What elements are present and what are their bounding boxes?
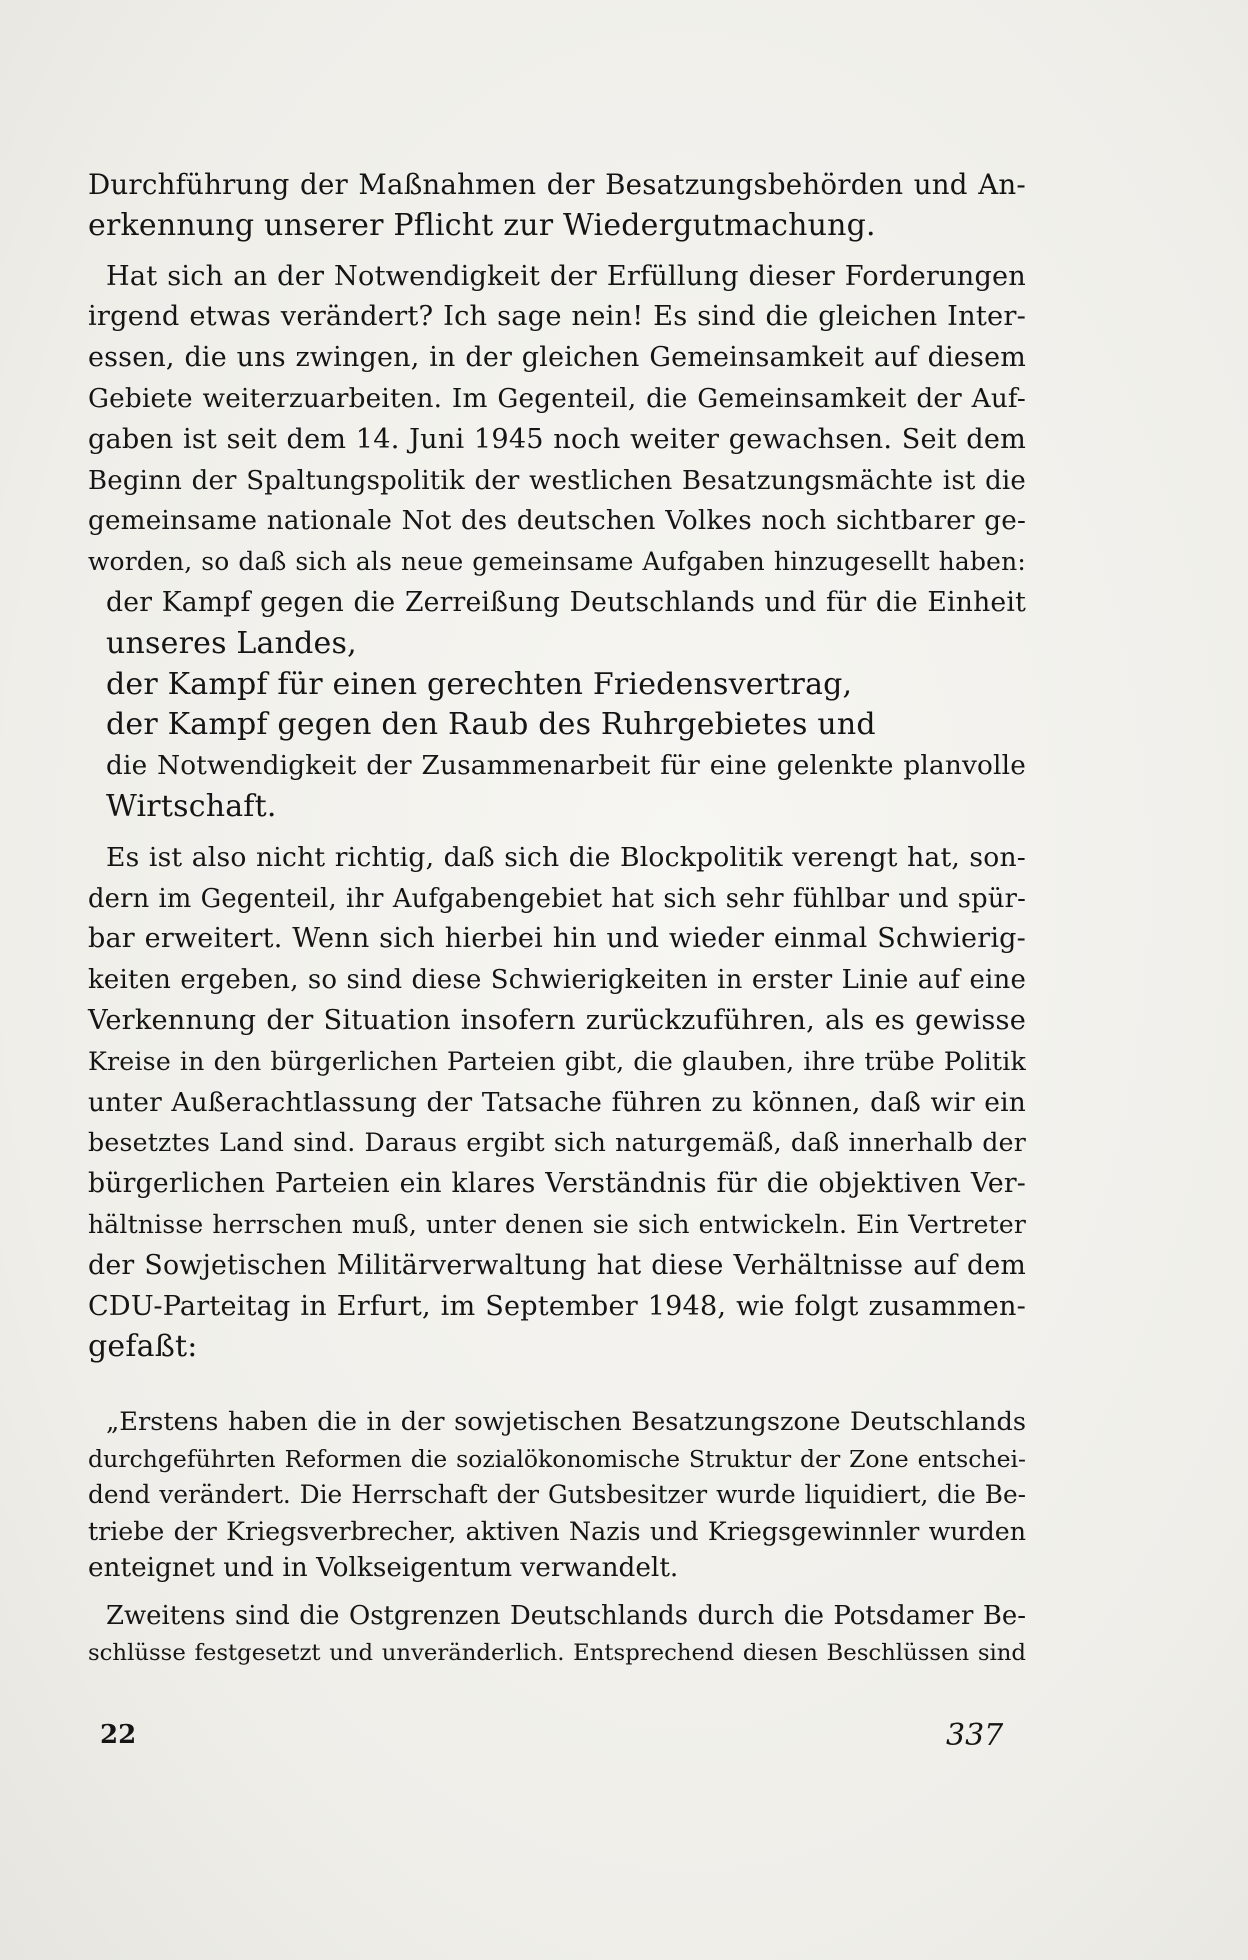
text-line: gemeinsame nationale Not des deutschen Volkes noch sichtbarer ge- bbox=[88, 506, 1026, 537]
text-line: Beginn der Spaltungspolitik der westlichen Besatzungsmächte ist die bbox=[88, 465, 1026, 496]
text-line: bar erweitert. Wenn sich hierbei hin und wieder einmal Schwierig- bbox=[88, 923, 1026, 955]
page-number: 337 bbox=[946, 1718, 1004, 1753]
list-line: der Kampf gegen den Raub des Ruhrgebietes und bbox=[106, 707, 876, 743]
text-line: der Sowjetischen Militärverwaltung hat diese Verhältnisse auf dem bbox=[88, 1249, 1026, 1281]
text-line: hältnisse herrschen muß, unter denen sie sich entwickeln. Ein Vertreter bbox=[88, 1209, 1026, 1239]
text-line: worden, so daß sich als neue gemeinsame Aufgaben hinzugesellt haben: bbox=[88, 547, 1026, 577]
text-line: besetztes Land sind. Daraus ergibt sich naturgemäß, daß innerhalb der bbox=[88, 1128, 1026, 1158]
text-line: Kreise in den bürgerlichen Parteien gibt, die glauben, ihre trübe Politik bbox=[88, 1046, 1026, 1076]
text-line: keiten ergeben, so sind diese Schwierigkeiten in erster Linie auf eine bbox=[88, 965, 1026, 996]
list-line: die Notwendigkeit der Zusammenarbeit für eine gelenkte planvolle bbox=[106, 751, 1026, 782]
text-line: Es ist also nicht richtig, daß sich die Blockpolitik verengt hat, son- bbox=[106, 841, 1026, 873]
text-line: Hat sich an der Notwendigkeit der Erfüllung dieser Forderungen bbox=[106, 260, 1026, 292]
text-line: dern im Gegenteil, ihr Aufgabengebiet hat sich sehr fühlbar und spür- bbox=[88, 883, 1026, 914]
quote-line: enteignet und in Volkseigentum verwandelt. bbox=[88, 1553, 679, 1584]
text-line: gefaßt: bbox=[88, 1329, 198, 1365]
block-quote bbox=[88, 1404, 1026, 1671]
text-line: Gebiete weiterzuarbeiten. Im Gegenteil, die Gemeinsamkeit der Auf- bbox=[88, 383, 1026, 414]
text-line: CDU-Parteitag in Erfurt, im September 1948, wie folgt zusammen- bbox=[88, 1290, 1026, 1322]
text-line: gaben ist seit dem 14. Juni 1945 noch weiter gewachsen. Seit dem bbox=[88, 423, 1026, 455]
main-text bbox=[88, 165, 1026, 1368]
list-line: Wirtschaft. bbox=[106, 788, 277, 824]
quote-line: durchgeführten Reformen die sozialökonomische Struktur der Zone entschei- bbox=[88, 1444, 1026, 1473]
text-line: erkennung unserer Pflicht zur Wiedergutmachung. bbox=[88, 207, 876, 243]
signature-mark: 22 bbox=[100, 1720, 137, 1750]
list-line: der Kampf gegen die Zerreißung Deutschlands und für die Einheit bbox=[106, 586, 1026, 618]
text-line: Verkennung der Situation insofern zurückzuführen, als es gewisse bbox=[88, 1004, 1026, 1036]
quote-line: „Erstens haben die in der sowjetischen Besatzungszone Deutschlands bbox=[106, 1407, 1026, 1437]
quote-line: Zweitens sind die Ostgrenzen Deutschlands durch die Potsdamer Be- bbox=[106, 1600, 1026, 1631]
quote-line: triebe der Kriegsverbrecher, aktiven Nazis und Kriegsgewinnler wurden bbox=[88, 1516, 1026, 1546]
list-line: unseres Landes, bbox=[106, 625, 357, 661]
quote-line: dend verändert. Die Herrschaft der Gutsbesitzer wurde liquidiert, die Be- bbox=[88, 1480, 1026, 1510]
text-line: Durchführung der Maßnahmen der Besatzungsbehörden und An- bbox=[88, 168, 1026, 201]
list-line: der Kampf für einen gerechten Friedensvertrag, bbox=[106, 666, 853, 702]
text-line: unter Außerachtlassung der Tatsache führen zu können, daß wir ein bbox=[88, 1086, 1026, 1118]
text-line: irgend etwas verändert? Ich sage nein! Es sind die gleichen Inter- bbox=[88, 301, 1026, 333]
quote-line: schlüsse festgesetzt und unveränderlich. Entsprechend diesen Beschlüssen sind bbox=[88, 1639, 1026, 1666]
text-line: bürgerlichen Parteien ein klares Verständnis für die objektiven Ver- bbox=[88, 1168, 1026, 1200]
text-line: essen, die uns zwingen, in der gleichen Gemeinsamkeit auf diesem bbox=[88, 342, 1026, 374]
